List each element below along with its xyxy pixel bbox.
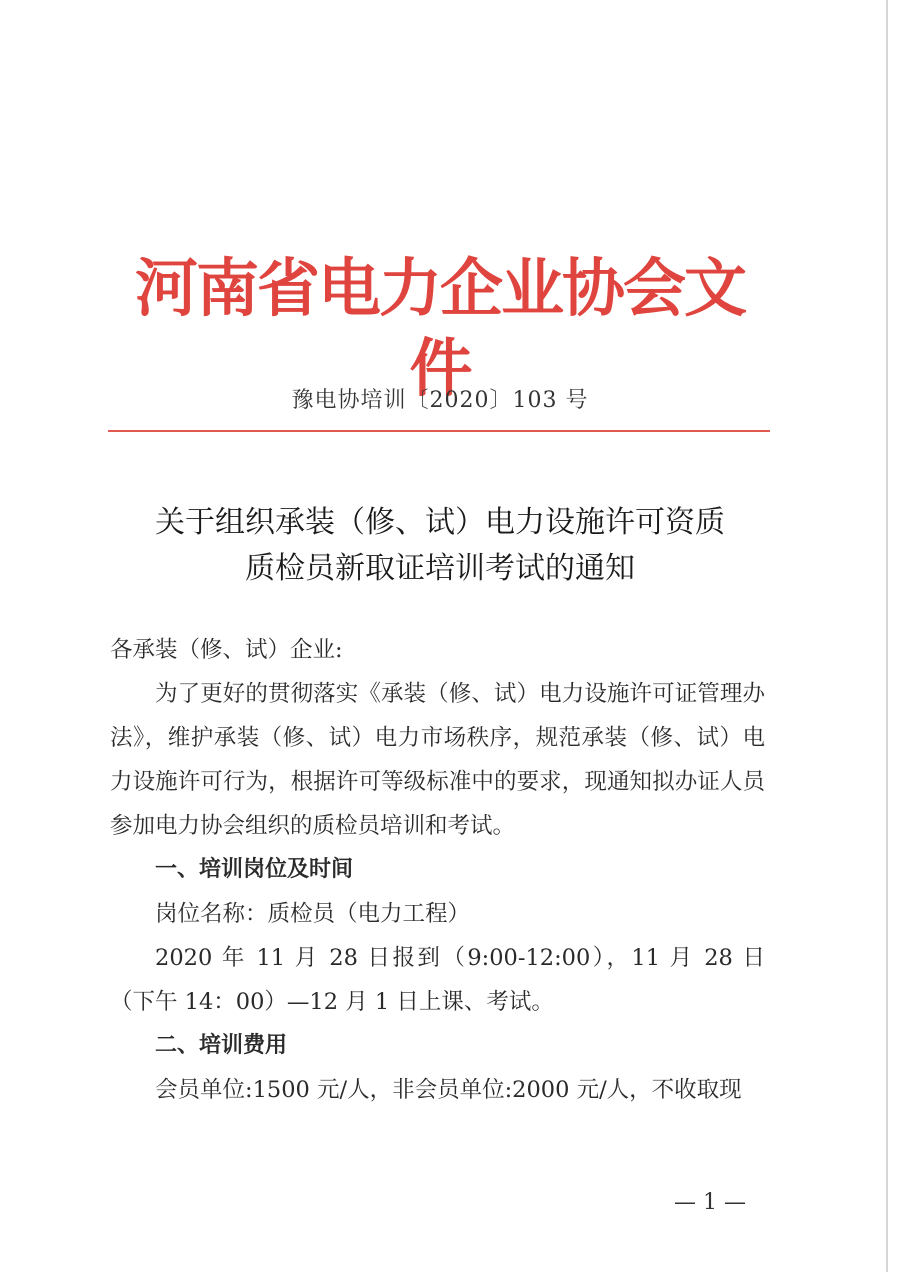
intro-paragraph: 为了更好的贯彻落实《承装（修、试）电力设施许可证管理办法》，维护承装（修、试）电力市场秩序，规范承装（修、试）电力设施许可行为，根据许可等级标准中的要求，现通知拟办证人员参加电力协会组织的质检员培训和考试。 (110, 681, 765, 839)
section-1-heading: 一、培训岗位及时间 (155, 857, 354, 882)
section-1-time: 2020 年 11 月 28 日报到（9:00-12:00），11 月 28 日（下午 14：00）—12 月 1 日上课、考试。 (110, 945, 765, 1015)
document-number: 豫电协培训〔2020〕103 号 (291, 388, 589, 413)
org-header-title: 河南省电力企业协会文件 (135, 251, 745, 405)
page-number: — 1 — (674, 1190, 746, 1215)
salutation: 各承装（修、试）企业: (110, 637, 343, 663)
document-body (110, 628, 765, 1112)
section-2-heading: 二、培训费用 (155, 1033, 288, 1058)
notice-title-line-1: 关于组织承装（修、试）电力设施许可资质 (155, 505, 725, 540)
notice-title (110, 500, 770, 592)
page-edge-shadow (886, 0, 888, 1272)
notice-title-line-2: 质检员新取证培训考试的通知 (245, 551, 635, 586)
section-2-fee: 会员单位:1500 元/人，非会员单位:2000 元/人，不收取现 (155, 1077, 742, 1103)
section-1-post: 岗位名称：质检员（电力工程） (155, 901, 471, 927)
red-divider-line (108, 430, 770, 432)
